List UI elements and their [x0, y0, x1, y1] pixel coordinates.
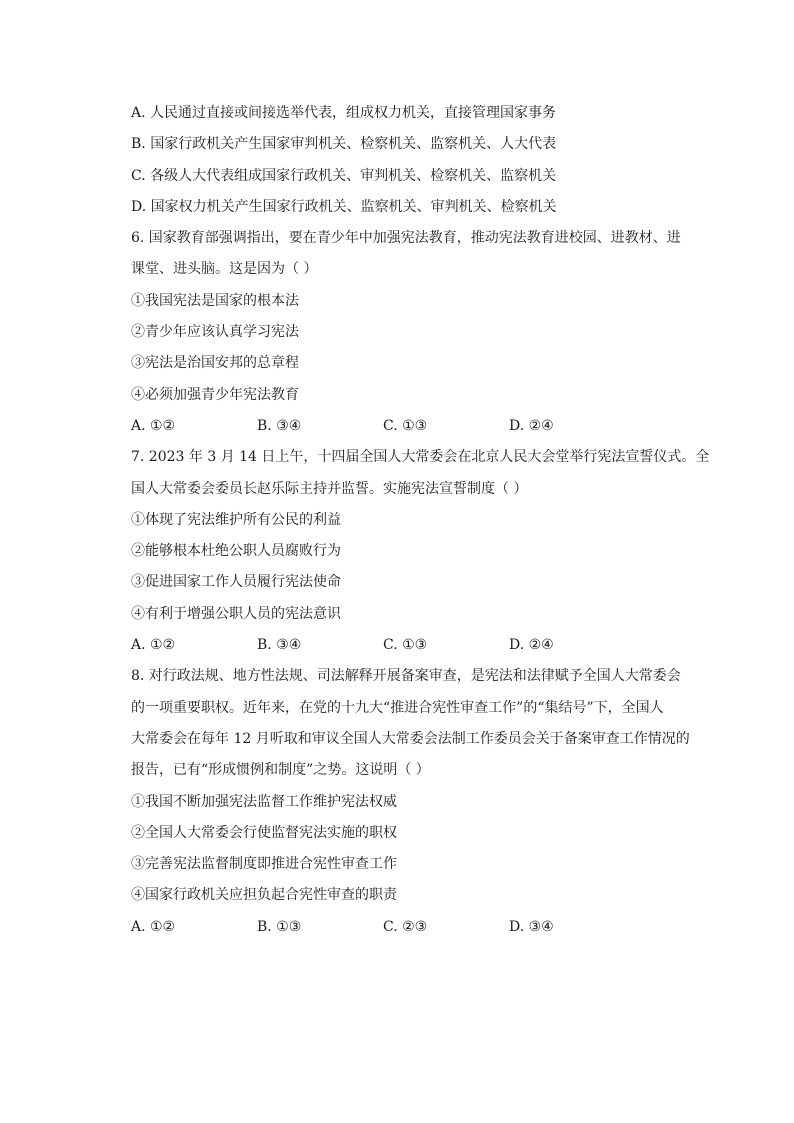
- q8-stem-line-1: 8. 对行政法规、地方性法规、司法解释开展备案审查，是宪法和法律赋予全国人大常委会: [131, 668, 681, 685]
- q6-statement-2: ②青少年应该认真学习宪法: [131, 324, 299, 341]
- q6-choice-b: B. ③④: [257, 417, 302, 434]
- q6-choice-c: C. ①③: [383, 417, 428, 434]
- q5-option-c: C. 各级人大代表组成国家行政机关、审判机关、检察机关、监察机关: [131, 167, 557, 184]
- question-7: [131, 442, 710, 661]
- question-8: [131, 661, 696, 943]
- q6-statement-4: ④必须加强青少年宪法教育: [131, 386, 299, 403]
- q7-choice-b: B. ③④: [257, 637, 302, 654]
- q7-choices: [131, 630, 696, 661]
- question-6: [131, 223, 696, 442]
- q7-statement-1: ①体现了宪法维护所有公民的利益: [131, 511, 341, 528]
- q7-statement-4: ④有利于增强公职人员的宪法意识: [131, 605, 341, 622]
- q5-option-a: A. 人民通过直接或间接选举代表，组成权力机关，直接管理国家事务: [131, 105, 557, 121]
- q8-choice-d: D. ③④: [509, 918, 554, 935]
- q6-choice-d: D. ②④: [509, 417, 554, 434]
- q5-option-b: B. 国家行政机关产生国家审判机关、检察机关、监察机关、人大代表: [131, 136, 557, 153]
- q8-choice-c: C. ②③: [383, 918, 428, 935]
- q7-stem-line-2: 国人大常委会委员长赵乐际主持并监誓。实施宪法宣誓制度（ ）: [131, 480, 528, 497]
- q7-statement-3: ③促进国家工作人员履行宪法使命: [131, 574, 341, 591]
- q8-stem-line-2: 的一项重要职权。近年来，在党的十九大“推进合宪性审查工作”的“集结号”下，全国人: [131, 699, 664, 716]
- q8-choice-b: B. ①③: [257, 918, 302, 935]
- q6-choices: [131, 411, 696, 442]
- q8-statement-3: ③完善宪法监督制度即推进合宪性审查工作: [131, 856, 397, 873]
- q6-stem-line-2: 课堂、进头脑。这是因为（ ）: [131, 261, 318, 278]
- q8-statement-1: ①我国不断加强宪法监督工作维护宪法权威: [131, 793, 397, 810]
- q8-statement-2: ②全国人大常委会行使监督宪法实施的职权: [131, 824, 397, 841]
- q8-stem-line-3: 大常委会在每年 12 月听取和审议全国人大常委会法制工作委员会关于备案审查工作情况的: [131, 730, 690, 747]
- q7-choice-a: A. ①②: [131, 637, 176, 654]
- q5-option-d: D. 国家权力机关产生国家行政机关、监察机关、审判机关、检察机关: [131, 198, 557, 215]
- q7-choice-d: D. ②④: [509, 637, 554, 654]
- q7-statement-2: ②能够根本杜绝公职人员腐败行为: [131, 543, 341, 560]
- q6-stem-line-1: 6. 国家教育部强调指出，要在青少年中加强宪法教育，推动宪法教育进校园、进教材、进: [131, 230, 681, 247]
- question-5-options: [131, 98, 696, 223]
- q7-stem-line-1: 7. 2023 年 3 月 14 日上午，十四届全国人大常委会在北京人民大会堂举行宪法宣誓仪式。全: [131, 449, 710, 466]
- exam-page: [131, 98, 710, 943]
- q6-statement-1: ①我国宪法是国家的根本法: [131, 292, 299, 309]
- q6-choice-a: A. ①②: [131, 417, 176, 434]
- q6-statement-3: ③宪法是治国安邦的总章程: [131, 355, 299, 372]
- q8-choices: [131, 912, 696, 943]
- q7-choice-c: C. ①③: [383, 637, 428, 654]
- q8-stem-line-4: 报告，已有“形成惯例和制度”之势。这说明（ ）: [131, 762, 430, 779]
- q8-choice-a: A. ①②: [131, 918, 176, 935]
- q8-statement-4: ④国家行政机关应担负起合宪性审查的职责: [131, 887, 397, 904]
